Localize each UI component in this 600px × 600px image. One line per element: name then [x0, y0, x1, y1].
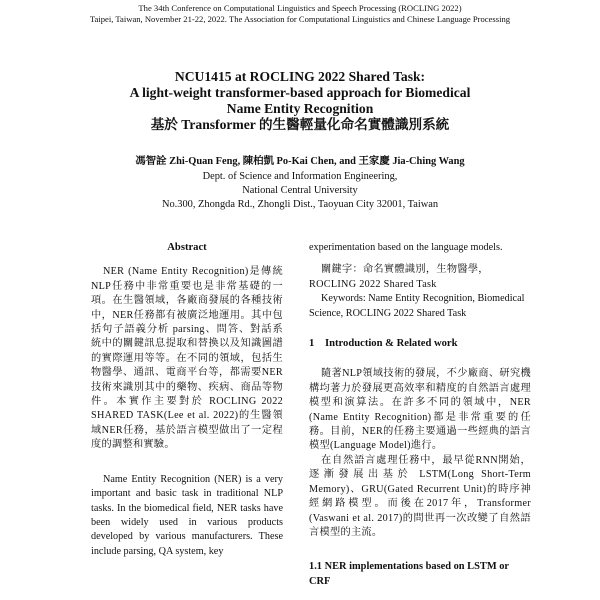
paper-title-line-2: A light-weight transformer-based approach for Biomedical — [129, 85, 471, 100]
author-department: Dept. of Science and Information Engineering, — [202, 171, 398, 182]
paper-title-chinese: 基於 Transformer 的生醫輕量化命名實體識別系統 — [150, 117, 450, 132]
section-1-number: 1 — [309, 338, 315, 350]
subsection-1-1-heading: 1.1 NER implementations based on LSTM or CRF — [309, 561, 509, 587]
keywords-english: Keywords: Name Entity Recognition, Biomedical Science, ROCLING 2022 Shared Task — [309, 293, 525, 319]
conference-line-2: Taipei, Taiwan, November 21-22, 2022. The Association for Computational Linguistics and Chinese Language Processing — [89, 14, 511, 24]
right-column — [309, 241, 531, 589]
abstract-continuation: experimentation based on the language models. — [309, 242, 503, 253]
keywords-chinese: 關鍵字：命名實體識別，生物醫學，ROCLING 2022 Shared Task — [309, 264, 489, 290]
section-1-heading — [309, 337, 531, 351]
abstract-english: Name Entity Recognition (NER) is a very important and basic task in traditional NLP tasks. In the biomedical field, NER tasks have been widely used in various products developed by various manufacturers. These include parsing, QA system, key — [91, 473, 283, 557]
intro-paragraph-2: 在自然語言處理任務中，最早從RNN開始，逐漸發展出基於 LSTM(Long Short-Term Memory)、GRU(Gated Recurrent Unit)的時序神經網路模型。而後在2017年，Transformer (Vaswani et al. 2017)的問世再一次改變了自然語言模型的主流。 — [309, 454, 531, 538]
section-1-title: Introduction & Related work — [325, 338, 458, 350]
abstract-heading: Abstract — [167, 242, 207, 253]
author-names: 馮智詮 Zhi-Quan Feng, 陳柏凱 Po-Kai Chen, and 王家慶 Jia-Ching Wang — [135, 156, 465, 167]
intro-paragraph-1: 隨著NLP領域技術的發展，不少廠商、研究機構均著力於發展更高效率和精度的自然語言處理模型和演算法。在許多不同的領域中，NER (Name Entity Recognition)都是非常重要的任務。目前，NER的任務主要通過一些經典的語言模型(Language Model)進行。 — [309, 368, 531, 452]
author-university: National Central University — [242, 185, 358, 196]
conference-line-1: The 34th Conference on Computational Linguistics and Speech Processing (ROCLING 2022) — [138, 3, 462, 13]
abstract-chinese: NER (Name Entity Recognition)是傳統NLP任務中非常重要也是非常基礎的一項。在生醫領域，各廠商發展的各種技術中，NER任務都有被廣泛地運用。其中包括句子語義分析 parsing、問答、對話系統中的關鍵訊息提取和替換以及知識圖譜的實際運用等等。在不同的領域，包括生物醫學、通訊、電商平台等，都需要NER技術來識別其中的藥物、疾病、商品等物件。本實作主要對於 ROCLING 2022 SHARED TASK(Lee et al. 2022)的生醫領域NER任務，基於語言模型做出了一定程度的調整和實驗。 — [91, 266, 283, 451]
paper-title-line-1: NCU1415 at ROCLING 2022 Shared Task: — [174, 69, 426, 84]
left-column — [91, 241, 283, 559]
paper-title-line-3: Name Entity Recognition — [226, 101, 374, 116]
author-address: No.300, Zhongda Rd., Zhongli Dist., Taoyuan City 32001, Taiwan — [161, 199, 439, 210]
